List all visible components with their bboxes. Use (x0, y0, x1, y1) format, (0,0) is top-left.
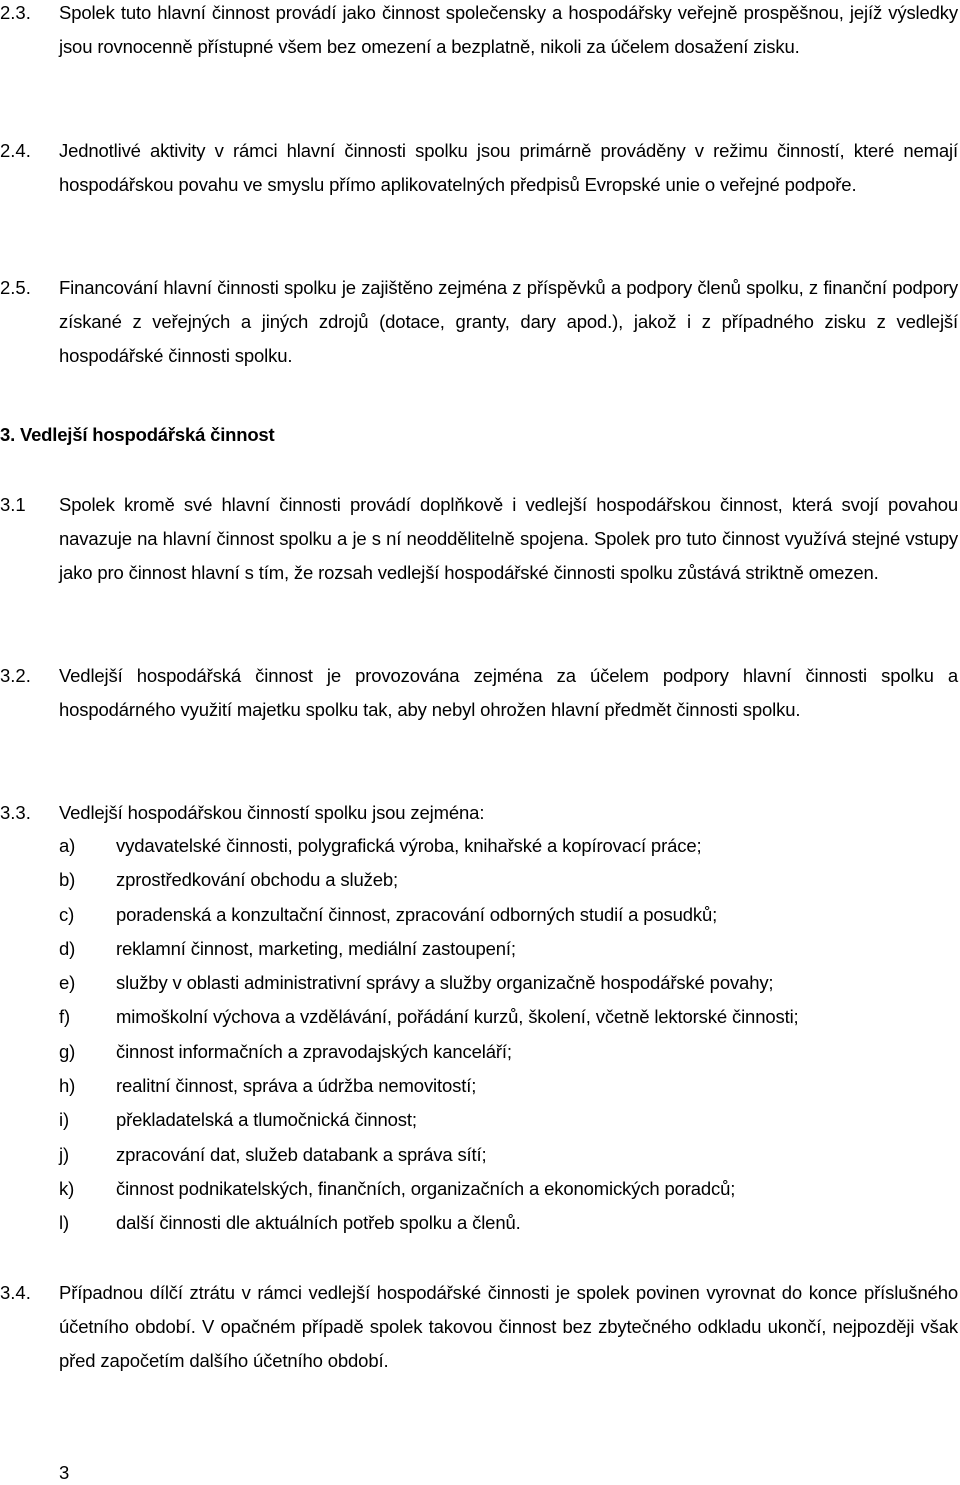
list-item (59, 1103, 959, 1137)
list-marker: d) (59, 937, 76, 959)
paragraph-text: Jednotlivé aktivity v rámci hlavní činnosti spolku jsou primárně prováděny v režimu činností, které nemají hospodářskou povahu ve smyslu přímo aplikovatelných předpisů Evropské unie o veřejné podpoře. (59, 140, 958, 195)
list-item (59, 1206, 959, 1240)
list-item (59, 1138, 959, 1172)
list-item (59, 1000, 959, 1034)
page-number: 3 (59, 1462, 70, 1483)
paragraph-2-4 (0, 134, 958, 202)
paragraph-3-3 (0, 796, 958, 830)
paragraph-3-2 (0, 659, 958, 727)
paragraph-text: Financování hlavní činnosti spolku je zajištěno zejména z příspěvků a podpory členů spolku, z finanční podpory získané z veřejných a jiných zdrojů (dotace, granty, dary apod.), jakož i z případného zisku z vedlejší hospodářské činnosti spolku. (59, 277, 958, 366)
paragraph-number: 3.4. (0, 1282, 31, 1303)
paragraph-text: Vedlejší hospodářská činnost je provozována zejména za účelem podpory hlavní činnosti spolku a hospodárného využití majetku spolku tak, aby nebyl ohrožen hlavní předmět činnosti spolku. (59, 665, 958, 720)
paragraph-2-3 (0, 0, 958, 64)
list-item-text: překladatelská a tlumočnická činnost; (116, 1109, 417, 1131)
list-item (59, 1172, 959, 1206)
paragraph-text: Spolek tuto hlavní činnost provádí jako činnost společensky a hospodářsky veřejně prospěšnou, jejíž výsledky jsou rovnocenně přístupné všem bez omezení a bezplatně, nikoli za účelem dosažení zisku. (59, 2, 958, 57)
list-item-text: poradenská a konzultační činnost, zpracování odborných studií a posudků; (116, 903, 718, 925)
list-marker: f) (59, 1006, 71, 1028)
paragraph-number: 3.2. (0, 665, 31, 686)
list-item-text: zprostředkování obchodu a služeb; (116, 869, 398, 891)
list-item (59, 966, 959, 1000)
list-marker: a) (59, 835, 76, 856)
list-item-text: činnost informačních a zpravodajských kanceláří; (116, 1040, 512, 1062)
list-item-text: zpracování dat, služeb databank a správa sítí; (116, 1143, 487, 1165)
paragraph-number: 2.3. (0, 2, 31, 23)
section-heading: 3. Vedlejší hospodářská činnost (0, 424, 275, 445)
activities-list (59, 829, 959, 1241)
list-item (59, 898, 959, 932)
paragraph-number: 2.4. (0, 140, 31, 161)
paragraph-number: 2.5. (0, 277, 31, 298)
list-item-text: činnost podnikatelských, finančních, organizačních a ekonomických poradců; (116, 1177, 736, 1199)
list-marker: l) (59, 1212, 69, 1234)
list-marker: e) (59, 972, 76, 994)
paragraph-3-1 (0, 488, 958, 590)
paragraph-number: 3.3. (0, 802, 31, 823)
list-marker: i) (59, 1109, 69, 1131)
list-item (59, 932, 959, 966)
list-item-text: služby v oblasti administrativní správy a služby organizačně hospodářské povahy; (116, 972, 774, 994)
paragraph-text: Vedlejší hospodářskou činností spolku jsou zejména: (59, 802, 485, 823)
list-marker: j) (59, 1143, 69, 1165)
paragraph-number: 3.1 (0, 494, 26, 515)
list-marker: k) (59, 1177, 75, 1199)
list-item (59, 863, 959, 897)
list-marker: b) (59, 869, 76, 891)
list-item-text: reklamní činnost, marketing, mediální zastoupení; (116, 937, 516, 959)
list-marker: g) (59, 1040, 76, 1062)
paragraph-2-5 (0, 271, 958, 373)
paragraph-3-4 (0, 1276, 958, 1378)
list-marker: h) (59, 1075, 76, 1097)
list-item (59, 1035, 959, 1069)
list-item-text: vydavatelské činnosti, polygrafická výroba, knihařské a kopírovací práce; (116, 835, 702, 856)
list-item (59, 1069, 959, 1103)
list-marker: c) (59, 903, 75, 925)
list-item (59, 829, 959, 863)
list-item-text: mimoškolní výchova a vzdělávání, pořádání kurzů, školení, včetně lektorské činnosti; (116, 1006, 799, 1028)
paragraph-text: Spolek kromě své hlavní činnosti provádí doplňkově i vedlejší hospodářskou činnost, která svojí povahou navazuje na hlavní činnost spolku a je s ní neoddělitelně spojena. Spolek pro tuto činnost využívá stejné vstupy jako pro činnost hlavní s tím, že rozsah vedlejší hospodářské činnosti spolku zůstává striktně omezen. (59, 494, 958, 583)
list-item-text: realitní činnost, správa a údržba nemovitostí; (116, 1075, 477, 1097)
paragraph-text: Případnou dílčí ztrátu v rámci vedlejší hospodářské činnosti je spolek povinen vyrovnat do konce příslušného účetního období. V opačném případě spolek takovou činnost bez zbytečného odkladu ukončí, nejpozději však před započetím dalšího účetního období. (59, 1282, 958, 1371)
list-item-text: další činnosti dle aktuálních potřeb spolku a členů. (116, 1212, 521, 1234)
